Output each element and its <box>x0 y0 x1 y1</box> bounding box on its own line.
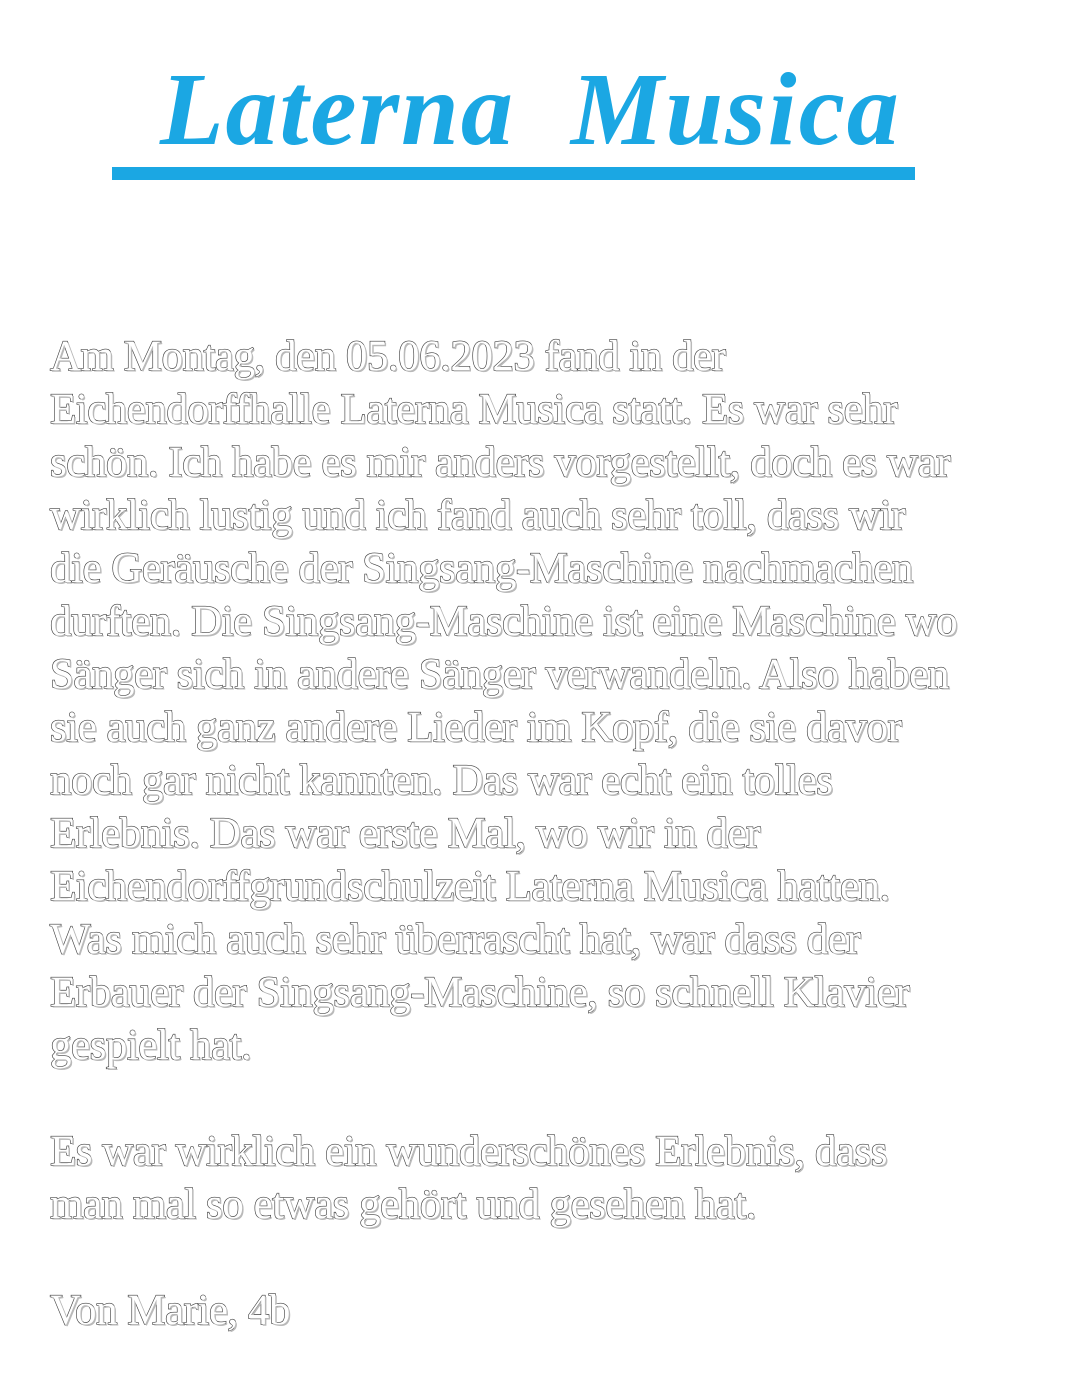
body-text-line: durften. Die Singsang-Maschine ist eine Maschine wo <box>50 598 958 645</box>
body-text-line: wirklich lustig und ich fand auch sehr toll, dass wir <box>50 492 905 539</box>
byline-paragraph <box>50 1284 1080 1337</box>
body-text-line: Erbauer der Singsang-Maschine, so schnell Klavier <box>50 969 910 1016</box>
body-text-line: die Geräusche der Singsang-Maschine nachmachen <box>50 545 913 592</box>
body-text-line: noch gar nicht kannten. Das war echt ein tolles <box>50 757 833 804</box>
body-text-line: schön. Ich habe es mir anders vorgestellt, doch es war <box>50 439 950 486</box>
body-text-line: Es war wirklich ein wunderschönes Erlebnis, dass <box>50 1128 887 1175</box>
body-text-line: Eichendorffhalle Laterna Musica statt. Es war sehr <box>50 386 898 433</box>
body-text-line: Am Montag, den 05.06.2023 fand in der <box>50 333 726 380</box>
body-text-line: Sänger sich in andere Sänger verwandeln. Also haben <box>50 651 949 698</box>
body-text-line: Eichendorffgrundschulzeit Laterna Musica hatten. <box>50 863 890 910</box>
title-row <box>112 52 1080 180</box>
paragraph-report <box>50 330 1080 1072</box>
body-text-line: man mal so etwas gehört und gesehen hat. <box>50 1181 757 1228</box>
body-text-line: gespielt hat. <box>50 1022 252 1069</box>
body-text-line: sie auch ganz andere Lieder im Kopf, die sie davor <box>50 704 902 751</box>
article-body <box>50 330 1080 1337</box>
paragraph-conclusion <box>50 1125 1080 1231</box>
body-text-line: Erlebnis. Das war erste Mal, wo wir in der <box>50 810 760 857</box>
byline: Von Marie, 4b <box>50 1287 290 1334</box>
body-text-line: Was mich auch sehr überrascht hat, war dass der <box>50 916 861 963</box>
page-title: Laterna Musica <box>112 58 915 180</box>
